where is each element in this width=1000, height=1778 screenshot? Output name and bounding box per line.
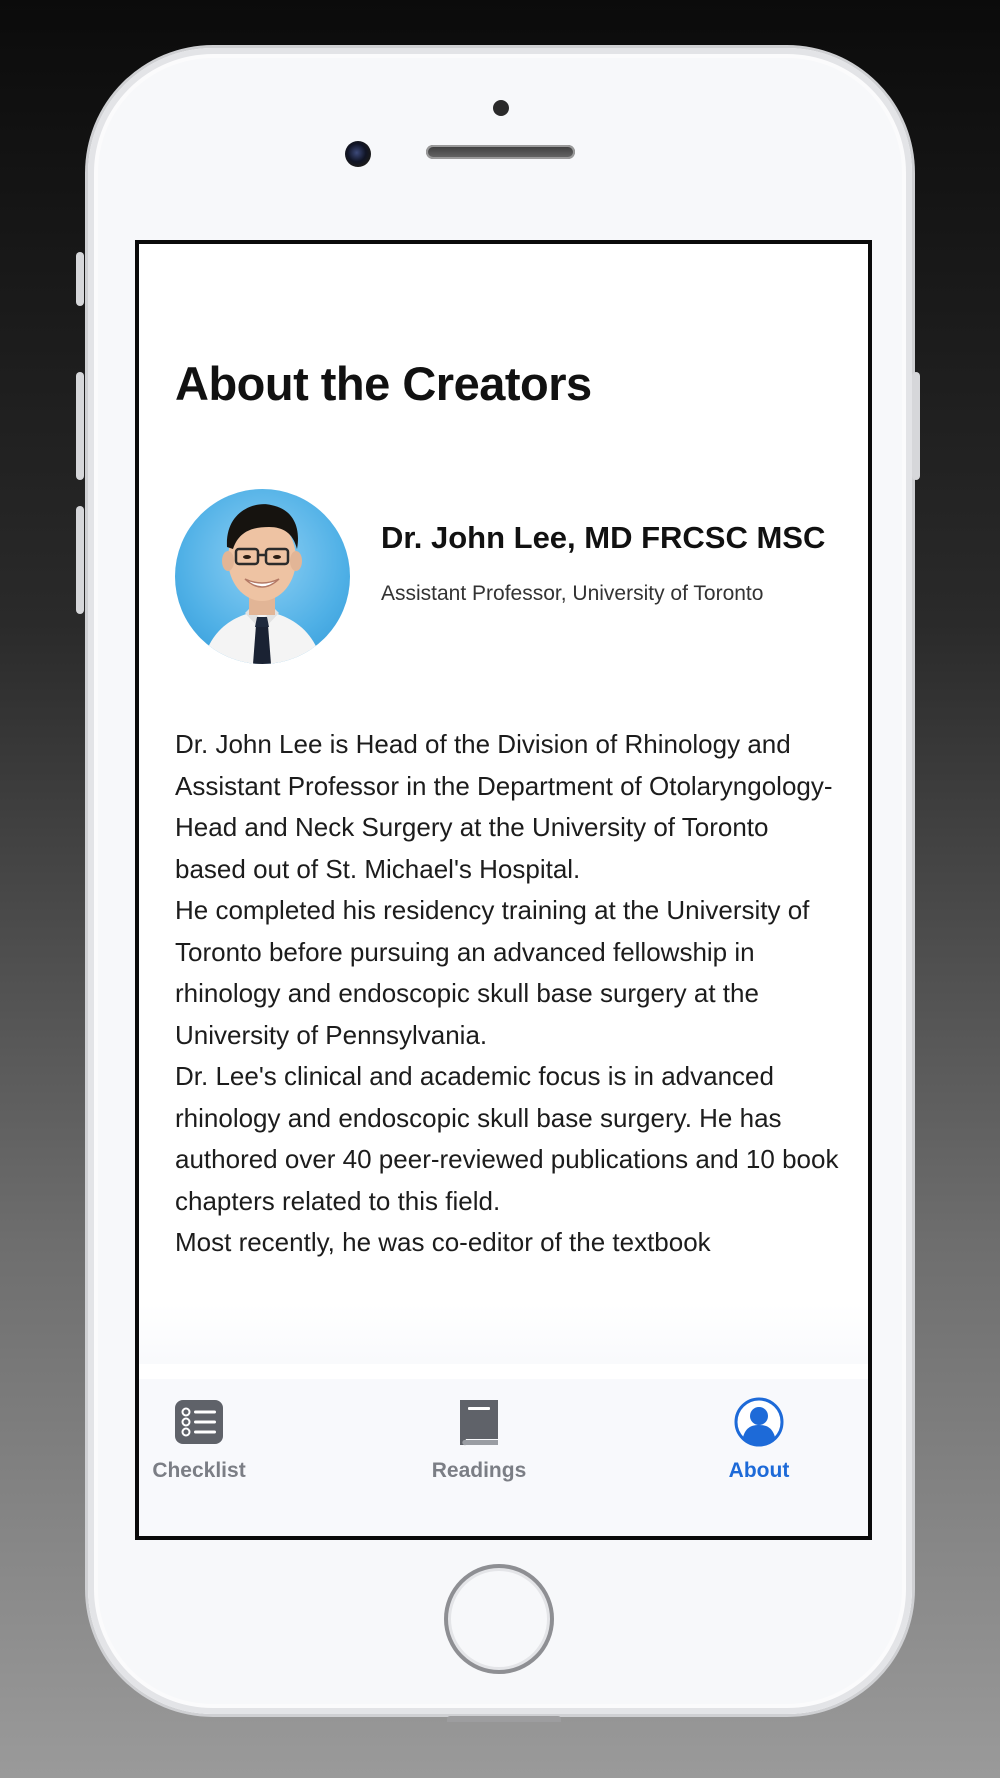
tab-about[interactable] <box>684 1379 834 1536</box>
tab-label: About <box>728 1459 790 1482</box>
silent-switch <box>76 252 84 306</box>
book-icon <box>454 1397 504 1447</box>
creator-photo <box>175 489 350 664</box>
person-circle-icon <box>734 1397 784 1447</box>
bio-paragraph: He completed his residency training at the University of Toronto before pursuing an advanced fellowship in rhinology and endoscopic skull base surgery at the University of Pennsylvania. <box>175 895 810 1050</box>
checklist-icon <box>174 1397 224 1447</box>
bio-paragraph: Most recently, he was co-editor of the textbook <box>175 1227 711 1257</box>
app-screen <box>135 240 872 1540</box>
bio-paragraph: Dr. John Lee is Head of the Division of Rhinology and Assistant Professor in the Department of Otolaryngology-Head and Neck Surgery at the University of Toronto based out of St. Michael's Hospital. <box>175 729 833 884</box>
volume-down-button <box>76 506 84 614</box>
proximity-sensor <box>493 100 509 116</box>
volume-up-button <box>76 372 84 480</box>
creator-avatar <box>175 489 350 664</box>
scroll-fade <box>139 1304 868 1364</box>
page-title: About the Creators <box>175 357 592 410</box>
tab-label: Checklist <box>152 1459 246 1482</box>
tab-readings[interactable] <box>404 1379 554 1536</box>
tab-label: Readings <box>431 1459 527 1482</box>
bio-paragraph: Dr. Lee's clinical and academic focus is in advanced rhinology and endoscopic skull base surgery. He has authored over 40 peer-reviewed publications and 10 book chapters related to this field. <box>175 1061 839 1216</box>
home-button[interactable] <box>444 1564 554 1674</box>
tab-checklist[interactable] <box>135 1379 274 1536</box>
creator-name: Dr. John Lee, MD FRCSC MSC <box>381 520 826 555</box>
front-camera <box>345 141 371 167</box>
tab-bar <box>139 1379 868 1536</box>
power-button <box>912 372 920 480</box>
earpiece-speaker <box>426 145 575 159</box>
creator-role: Assistant Professor, University of Toronto <box>381 582 764 605</box>
creator-bio <box>175 724 840 1264</box>
bottom-edge-tab <box>447 1716 561 1722</box>
